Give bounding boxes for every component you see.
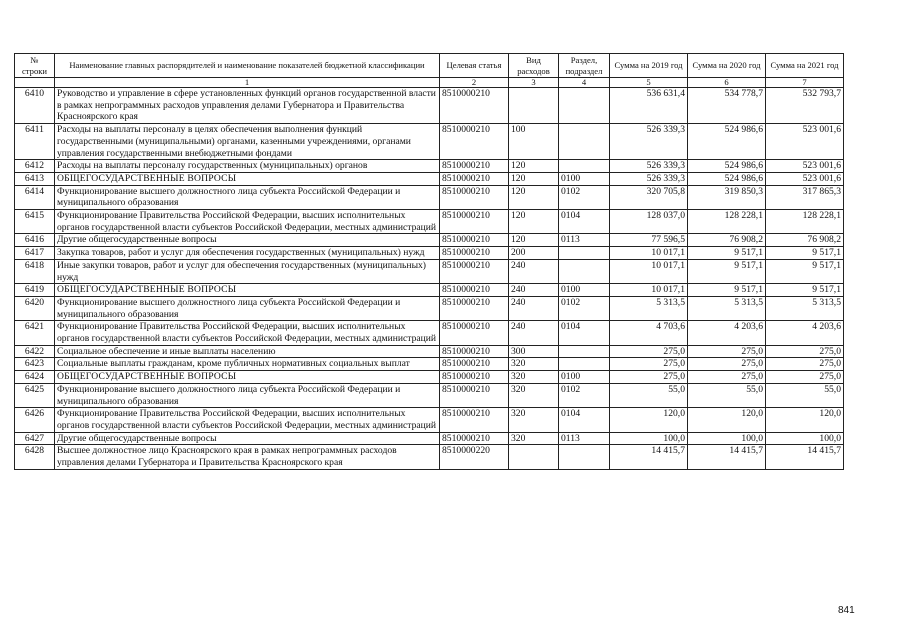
table-row [15,445,844,469]
row-number: 6417 [15,247,55,260]
row-expense-type: 320 [509,371,559,384]
row-target-article: 8510000210 [440,124,509,160]
header-row-no: № строки [15,54,55,78]
row-number: 6427 [15,432,55,445]
table-row [15,432,844,445]
row-sum-2020: 128 228,1 [688,210,766,234]
row-expense-type: 240 [509,296,559,320]
table-row [15,160,844,173]
row-sum-2020: 100,0 [688,432,766,445]
row-target-article: 8510000210 [440,160,509,173]
row-section: 0104 [559,321,610,345]
column-number: 4 [559,78,610,88]
row-target-article: 8510000210 [440,88,509,124]
row-sum-2020: 5 313,5 [688,296,766,320]
table-row [15,408,844,432]
row-section: 0100 [559,172,610,185]
row-section: 0100 [559,284,610,297]
row-sum-2021: 76 908,2 [766,234,844,247]
column-number: 3 [509,78,559,88]
row-sum-2020: 275,0 [688,345,766,358]
row-section: 0113 [559,432,610,445]
row-sum-2021: 275,0 [766,345,844,358]
row-section: 0104 [559,210,610,234]
row-sum-2021: 275,0 [766,358,844,371]
row-number: 6421 [15,321,55,345]
row-section: 0104 [559,408,610,432]
row-sum-2021: 275,0 [766,371,844,384]
row-sum-2020: 120,0 [688,408,766,432]
table-row [15,371,844,384]
table-row [15,383,844,407]
row-target-article: 8510000210 [440,185,509,209]
row-name: Функционирование Правительства Российской Федерации, высших исполнительных органов государственной власти субъектов Российской Федерации, местных администраций [55,210,440,234]
table-row [15,124,844,160]
row-expense-type: 120 [509,185,559,209]
row-sum-2019: 536 631,4 [610,88,688,124]
row-number: 6426 [15,408,55,432]
row-sum-2020: 524 986,6 [688,124,766,160]
row-section [559,247,610,260]
row-sum-2019: 320 705,8 [610,185,688,209]
row-sum-2019: 4 703,6 [610,321,688,345]
table-row [15,321,844,345]
column-number: 2 [440,78,509,88]
row-section [559,259,610,283]
row-sum-2019: 526 339,3 [610,124,688,160]
row-sum-2021: 523 001,6 [766,160,844,173]
header-sum-2019: Сумма на 2019 год [610,54,688,78]
row-sum-2019: 100,0 [610,432,688,445]
row-sum-2019: 10 017,1 [610,247,688,260]
row-sum-2021: 14 415,7 [766,445,844,469]
row-sum-2020: 4 203,6 [688,321,766,345]
row-sum-2020: 275,0 [688,358,766,371]
row-sum-2020: 524 986,6 [688,172,766,185]
row-sum-2019: 275,0 [610,358,688,371]
row-number: 6412 [15,160,55,173]
row-name: Функционирование высшего должностного лица субъекта Российской Федерации и муниципального образования [55,296,440,320]
row-name: ОБЩЕГОСУДАРСТВЕННЫЕ ВОПРОСЫ [55,371,440,384]
row-sum-2021: 9 517,1 [766,247,844,260]
row-sum-2021: 55,0 [766,383,844,407]
row-target-article: 8510000210 [440,247,509,260]
column-number-row [15,78,844,88]
row-sum-2021: 100,0 [766,432,844,445]
table-row [15,234,844,247]
row-target-article: 8510000210 [440,210,509,234]
row-sum-2020: 524 986,6 [688,160,766,173]
row-sum-2019: 55,0 [610,383,688,407]
row-number: 6428 [15,445,55,469]
row-sum-2019: 275,0 [610,345,688,358]
table-row [15,284,844,297]
row-section: 0113 [559,234,610,247]
row-name: Расходы на выплаты персоналу в целях обеспечения выполнения функций государственными (муниципальными) органами, казенными учреждениями, органами управления государственными внебюджетными фондами [55,124,440,160]
header-target: Целевая статья [440,54,509,78]
column-number [15,78,55,88]
row-sum-2021: 4 203,6 [766,321,844,345]
row-target-article: 8510000210 [440,234,509,247]
row-sum-2019: 128 037,0 [610,210,688,234]
row-name: Функционирование Правительства Российской Федерации, высших исполнительных органов государственной власти субъектов Российской Федерации, местных администраций [55,408,440,432]
row-expense-type: 240 [509,321,559,345]
row-number: 6411 [15,124,55,160]
row-number: 6424 [15,371,55,384]
header-sum-2020: Сумма на 2020 год [688,54,766,78]
row-section [559,358,610,371]
row-sum-2021: 128 228,1 [766,210,844,234]
row-sum-2020: 9 517,1 [688,247,766,260]
row-number: 6416 [15,234,55,247]
header-name: Наименование главных распорядителей и наименование показателей бюджетной классификации [55,54,440,78]
row-section [559,345,610,358]
row-target-article: 8510000210 [440,296,509,320]
page-number: 841 [838,605,855,616]
row-name: Социальные выплаты гражданам, кроме публичных нормативных социальных выплат [55,358,440,371]
column-number: 1 [55,78,440,88]
row-target-article: 8510000210 [440,408,509,432]
row-sum-2019: 10 017,1 [610,259,688,283]
row-expense-type [509,445,559,469]
row-sum-2019: 77 596,5 [610,234,688,247]
row-number: 6413 [15,172,55,185]
row-sum-2019: 526 339,3 [610,172,688,185]
row-expense-type: 120 [509,172,559,185]
row-number: 6423 [15,358,55,371]
row-sum-2020: 14 415,7 [688,445,766,469]
row-sum-2021: 317 865,3 [766,185,844,209]
row-section [559,445,610,469]
row-name: Руководство и управление в сфере установленных функций органов государственной власти в рамках непрограммных расходов управления делами Губернатора и Правительства Красноярского края [55,88,440,124]
row-sum-2021: 9 517,1 [766,259,844,283]
header-row [15,54,844,78]
row-name: Закупка товаров, работ и услуг для обеспечения государственных (муниципальных) нужд [55,247,440,260]
row-sum-2019: 5 313,5 [610,296,688,320]
row-expense-type: 320 [509,358,559,371]
table-row [15,296,844,320]
row-number: 6415 [15,210,55,234]
header-razdel: Раздел, подраздел [559,54,610,78]
row-sum-2019: 10 017,1 [610,284,688,297]
row-section: 0102 [559,296,610,320]
row-target-article: 8510000210 [440,371,509,384]
row-name: Функционирование Правительства Российской Федерации, высших исполнительных органов государственной власти субъектов Российской Федерации, местных администраций [55,321,440,345]
table-row [15,172,844,185]
row-sum-2020: 76 908,2 [688,234,766,247]
row-sum-2019: 120,0 [610,408,688,432]
column-number: 6 [688,78,766,88]
row-target-article: 8510000210 [440,358,509,371]
row-section [559,160,610,173]
row-sum-2019: 14 415,7 [610,445,688,469]
row-expense-type: 120 [509,234,559,247]
row-expense-type: 320 [509,383,559,407]
row-sum-2020: 534 778,7 [688,88,766,124]
budget-table [14,53,844,470]
row-name: Расходы на выплаты персоналу государственных (муниципальных) органов [55,160,440,173]
row-name: ОБЩЕГОСУДАРСТВЕННЫЕ ВОПРОСЫ [55,172,440,185]
row-section: 0102 [559,383,610,407]
row-expense-type: 320 [509,432,559,445]
row-name: ОБЩЕГОСУДАРСТВЕННЫЕ ВОПРОСЫ [55,284,440,297]
row-expense-type: 120 [509,210,559,234]
row-number: 6410 [15,88,55,124]
table-row [15,259,844,283]
row-expense-type: 200 [509,247,559,260]
row-expense-type: 240 [509,284,559,297]
row-number: 6425 [15,383,55,407]
row-sum-2019: 275,0 [610,371,688,384]
row-name: Функционирование высшего должностного лица субъекта Российской Федерации и муниципального образования [55,383,440,407]
row-target-article: 8510000210 [440,432,509,445]
row-target-article: 8510000220 [440,445,509,469]
row-sum-2020: 55,0 [688,383,766,407]
row-number: 6418 [15,259,55,283]
row-sum-2019: 526 339,3 [610,160,688,173]
table-row [15,345,844,358]
row-sum-2021: 532 793,7 [766,88,844,124]
row-sum-2021: 5 313,5 [766,296,844,320]
row-number: 6422 [15,345,55,358]
row-number: 6420 [15,296,55,320]
row-name: Другие общегосударственные вопросы [55,234,440,247]
row-expense-type: 100 [509,124,559,160]
row-expense-type: 120 [509,160,559,173]
table-row [15,247,844,260]
row-section [559,88,610,124]
row-sum-2021: 523 001,6 [766,172,844,185]
row-sum-2020: 9 517,1 [688,284,766,297]
row-section: 0100 [559,371,610,384]
row-section [559,124,610,160]
row-expense-type [509,88,559,124]
row-expense-type: 240 [509,259,559,283]
row-target-article: 8510000210 [440,172,509,185]
row-number: 6419 [15,284,55,297]
row-target-article: 8510000210 [440,259,509,283]
row-sum-2020: 319 850,3 [688,185,766,209]
row-sum-2021: 120,0 [766,408,844,432]
row-target-article: 8510000210 [440,345,509,358]
row-name: Функционирование высшего должностного лица субъекта Российской Федерации и муниципального образования [55,185,440,209]
row-target-article: 8510000210 [440,321,509,345]
row-section: 0102 [559,185,610,209]
row-expense-type: 300 [509,345,559,358]
table-row [15,210,844,234]
row-target-article: 8510000210 [440,383,509,407]
header-vid: Вид расходов [509,54,559,78]
row-name: Высшее должностное лицо Красноярского края в рамках непрограммных расходов управления делами Губернатора и Правительства Красноярского края [55,445,440,469]
row-name: Социальное обеспечение и иные выплаты населению [55,345,440,358]
row-sum-2021: 523 001,6 [766,124,844,160]
row-sum-2020: 9 517,1 [688,259,766,283]
table-row [15,358,844,371]
row-sum-2021: 9 517,1 [766,284,844,297]
row-sum-2020: 275,0 [688,371,766,384]
row-target-article: 8510000210 [440,284,509,297]
column-number: 5 [610,78,688,88]
table-row [15,185,844,209]
row-number: 6414 [15,185,55,209]
table-row [15,88,844,124]
row-name: Другие общегосударственные вопросы [55,432,440,445]
row-expense-type: 320 [509,408,559,432]
row-name: Иные закупки товаров, работ и услуг для обеспечения государственных (муниципальных) нужд [55,259,440,283]
column-number: 7 [766,78,844,88]
header-sum-2021: Сумма на 2021 год [766,54,844,78]
